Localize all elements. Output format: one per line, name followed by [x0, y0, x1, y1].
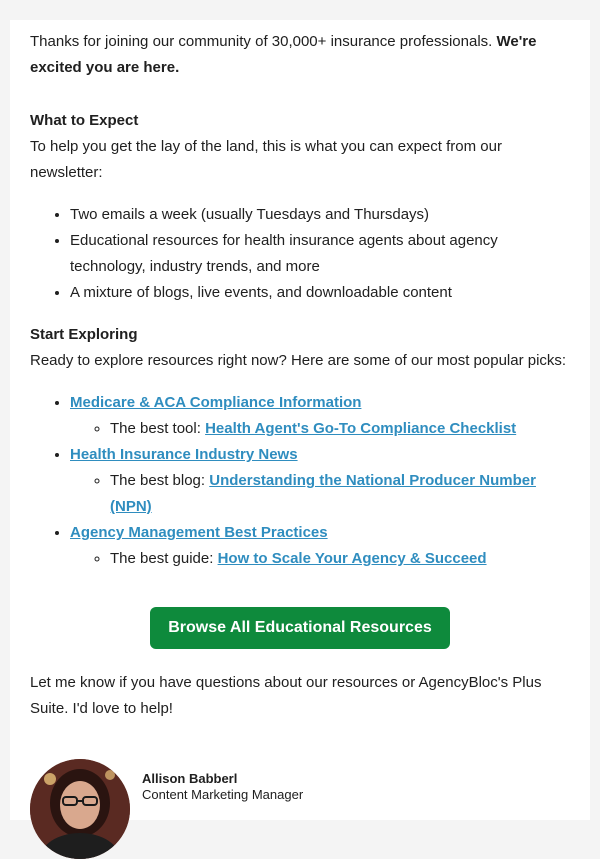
signature	[30, 759, 570, 819]
sub-prefix: The best guide:	[110, 550, 218, 567]
sub-list	[70, 468, 570, 520]
list-item	[110, 416, 570, 442]
sub-prefix: The best tool:	[110, 420, 206, 437]
what-to-expect-heading: What to Expect	[30, 112, 139, 129]
sub-list	[70, 416, 570, 442]
signature-text	[142, 771, 303, 803]
list-item: • Educational resources for health insurance agents about agency technology, industry trends, and more	[70, 228, 570, 280]
signature-name: Allison Babberl	[142, 771, 238, 786]
start-exploring-text: Ready to explore resources right now? Here are some of our most popular picks:	[30, 352, 567, 369]
list-item: • A mixture of blogs, live events, and downloadable content	[70, 280, 570, 306]
scale-agency-guide-link[interactable]: How to Scale Your Agency & Succeed	[217, 550, 487, 567]
intro-text: Thanks for joining our community of 30,000+ insurance professionals.	[30, 33, 497, 50]
agency-management-link[interactable]: Agency Management Best Practices	[70, 524, 328, 541]
list-item	[110, 546, 570, 572]
browse-resources-button[interactable]: Browse All Educational Resources	[150, 607, 449, 649]
industry-news-link[interactable]: Health Insurance Industry News	[70, 446, 298, 463]
medicare-aca-link[interactable]: Medicare & ACA Compliance Information	[70, 394, 362, 411]
list-item	[110, 468, 570, 520]
avatar-photo	[30, 759, 130, 859]
signature-title: Content Marketing Manager	[142, 787, 304, 802]
picks-list	[30, 390, 570, 572]
intro-bold: We're excited you are here.	[30, 33, 537, 76]
what-to-expect-text: To help you get the lay of the land, this is what you can expect from our newsletter:	[30, 138, 502, 181]
list-item	[70, 520, 570, 572]
closing-paragraph: Let me know if you have questions about our resources or AgencyBloc's Plus Suite. I'd love to help!	[30, 674, 542, 717]
sub-list	[70, 546, 570, 572]
sub-prefix: The best blog:	[110, 472, 210, 489]
email-card	[10, 20, 590, 820]
avatar	[30, 759, 130, 859]
npn-blog-link[interactable]: Understanding the National Producer Number (NPN)	[110, 472, 536, 515]
intro-paragraph	[30, 29, 570, 81]
expect-list	[30, 202, 570, 306]
email-body	[30, 20, 570, 819]
compliance-checklist-link[interactable]: Health Agent's Go-To Compliance Checklist	[205, 420, 517, 437]
cta-container	[30, 607, 570, 649]
start-exploring-heading: Start Exploring	[30, 326, 138, 343]
list-item: • Two emails a week (usually Tuesdays and Thursdays)	[70, 202, 570, 228]
list-item	[70, 442, 570, 520]
list-item	[70, 390, 570, 442]
